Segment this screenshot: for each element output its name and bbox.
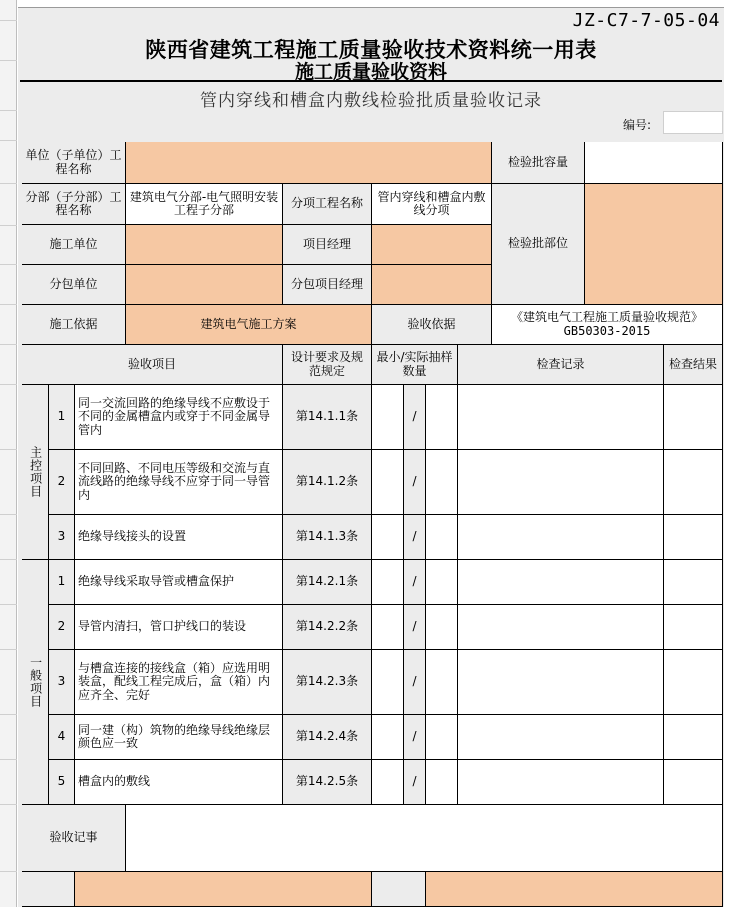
batch-location-label: 检验批部位 xyxy=(492,184,585,305)
basis-label: 施工依据 xyxy=(22,305,126,345)
col-design-header: 设计要求及规范规定 xyxy=(283,345,372,385)
sign-label-cell-2 xyxy=(372,872,426,907)
result-input[interactable] xyxy=(664,605,723,650)
record-input[interactable] xyxy=(458,605,664,650)
actual-sample-input[interactable] xyxy=(426,715,458,760)
result-input[interactable] xyxy=(664,715,723,760)
general-item-text: 同一建（构）筑物的绝缘导线绝缘层颜色应一致 xyxy=(75,715,283,760)
record-input[interactable] xyxy=(458,385,664,450)
sub-pm-label: 分包项目经理 xyxy=(283,265,372,305)
sample-separator: / xyxy=(404,605,426,650)
form-sheet xyxy=(18,0,724,907)
record-input[interactable] xyxy=(458,760,664,805)
basis-value: 建筑电气施工方案 xyxy=(126,305,372,345)
main-item-clause: 第14.1.3条 xyxy=(283,515,372,560)
sign-supervisor-cell[interactable] xyxy=(426,872,723,907)
sample-separator: / xyxy=(404,760,426,805)
sub-pm-value[interactable] xyxy=(372,265,492,305)
general-item-clause: 第14.2.3条 xyxy=(283,650,372,715)
unit-label: 单位（子单位）工程名称 xyxy=(22,142,126,184)
sample-separator: / xyxy=(404,515,426,560)
main-item-text: 不同回路、不同电压等级和交流与直流线路的绝缘导线不应穿于同一导管内 xyxy=(75,450,283,515)
col-sample-header: 最小/实际抽样数量 xyxy=(372,345,458,385)
min-sample-input[interactable] xyxy=(372,650,404,715)
general-item-text: 与槽盒连接的接线盒（箱）应选用明装盒，配线工程完成后，盒（箱）内应齐全、完好 xyxy=(75,650,283,715)
main-item-text: 同一交流回路的绝缘导线不应敷设于不同的金属槽盒内或穿于不同金属导管内 xyxy=(75,385,283,450)
general-item-clause: 第14.2.4条 xyxy=(283,715,372,760)
actual-sample-input[interactable] xyxy=(426,560,458,605)
main-group-label: 主控项目 xyxy=(22,385,49,560)
min-sample-input[interactable] xyxy=(372,385,404,450)
pm-label: 项目经理 xyxy=(283,225,372,265)
acceptance-basis-value xyxy=(492,305,723,345)
result-input[interactable] xyxy=(664,450,723,515)
actual-sample-input[interactable] xyxy=(426,605,458,650)
main-item-clause: 第14.1.1条 xyxy=(283,385,372,450)
subcontractor-label: 分包单位 xyxy=(22,265,126,305)
result-input[interactable] xyxy=(664,385,723,450)
record-input[interactable] xyxy=(458,650,664,715)
pm-value[interactable] xyxy=(372,225,492,265)
actual-sample-input[interactable] xyxy=(426,385,458,450)
batch-capacity-value[interactable] xyxy=(585,142,723,184)
remarks-label: 验收记事 xyxy=(22,805,126,872)
min-sample-input[interactable] xyxy=(372,560,404,605)
number-input[interactable] xyxy=(663,111,723,134)
general-item-text: 导管内清扫，管口护线口的装设 xyxy=(75,605,283,650)
acceptance-basis-label: 验收依据 xyxy=(372,305,492,345)
contractor-value[interactable] xyxy=(126,225,283,265)
main-item-no: 3 xyxy=(49,515,75,560)
result-input[interactable] xyxy=(664,760,723,805)
general-group-label: 一般项目 xyxy=(22,560,49,805)
general-item-clause: 第14.2.1条 xyxy=(283,560,372,605)
sample-separator: / xyxy=(404,715,426,760)
sign-contractor-cell[interactable] xyxy=(75,872,372,907)
subitem-label: 分项工程名称 xyxy=(283,184,372,225)
general-item-clause: 第14.2.2条 xyxy=(283,605,372,650)
unit-value[interactable] xyxy=(126,142,492,184)
general-item-text: 槽盒内的敷线 xyxy=(75,760,283,805)
subitem-value: 管内穿线和槽盒内敷线分项 xyxy=(372,184,492,225)
min-sample-input[interactable] xyxy=(372,605,404,650)
subcontractor-value[interactable] xyxy=(126,265,283,305)
general-item-text: 绝缘导线采取导管或槽盒保护 xyxy=(75,560,283,605)
acceptance-basis-title: 《建筑电气工程施工质量验收规范》 xyxy=(510,310,703,325)
main-item-text: 绝缘导线接头的设置 xyxy=(75,515,283,560)
col-result-header: 检查结果 xyxy=(664,345,723,385)
sample-separator: / xyxy=(404,385,426,450)
min-sample-input[interactable] xyxy=(372,715,404,760)
main-item-no: 2 xyxy=(49,450,75,515)
record-input[interactable] xyxy=(458,715,664,760)
actual-sample-input[interactable] xyxy=(426,650,458,715)
remarks-input[interactable] xyxy=(126,805,723,872)
sample-separator: / xyxy=(404,450,426,515)
form-subtitle: 施工质量验收资料 xyxy=(294,61,447,83)
batch-capacity-label: 检验批容量 xyxy=(492,142,585,184)
min-sample-input[interactable] xyxy=(372,515,404,560)
record-input[interactable] xyxy=(458,515,664,560)
actual-sample-input[interactable] xyxy=(426,515,458,560)
sample-separator: / xyxy=(404,650,426,715)
result-input[interactable] xyxy=(664,560,723,605)
division-label: 分部（子分部）工程名称 xyxy=(22,184,126,225)
min-sample-input[interactable] xyxy=(372,450,404,515)
record-input[interactable] xyxy=(458,450,664,515)
actual-sample-input[interactable] xyxy=(426,760,458,805)
batch-location-value[interactable] xyxy=(585,184,723,305)
contractor-label: 施工单位 xyxy=(22,225,126,265)
general-item-no: 3 xyxy=(49,650,75,715)
general-item-no: 5 xyxy=(49,760,75,805)
min-sample-input[interactable] xyxy=(372,760,404,805)
title-rule xyxy=(20,80,722,82)
form-code: JZ-C7-7-05-04 xyxy=(572,10,720,31)
general-item-clause: 第14.2.5条 xyxy=(283,760,372,805)
general-item-no: 1 xyxy=(49,560,75,605)
col-item-header: 验收项目 xyxy=(22,345,283,385)
general-item-no: 2 xyxy=(49,605,75,650)
record-title: 管内穿线和槽盒内敷线检验批质量验收记录 xyxy=(200,91,542,111)
main-item-clause: 第14.1.2条 xyxy=(283,450,372,515)
main-item-no: 1 xyxy=(49,385,75,450)
record-input[interactable] xyxy=(458,560,664,605)
actual-sample-input[interactable] xyxy=(426,450,458,515)
sample-separator: / xyxy=(404,560,426,605)
form-title: 陕西省建筑工程施工质量验收技术资料统一用表 xyxy=(145,38,597,62)
acceptance-basis-code: GB50303-2015 xyxy=(563,323,651,338)
top-strip xyxy=(18,0,724,8)
result-input[interactable] xyxy=(664,650,723,715)
col-record-header: 检查记录 xyxy=(458,345,664,385)
number-label: 编号: xyxy=(623,118,652,132)
general-item-no: 4 xyxy=(49,715,75,760)
result-input[interactable] xyxy=(664,515,723,560)
sign-label-cell xyxy=(22,872,75,907)
row-header-gutter xyxy=(0,0,17,907)
division-value: 建筑电气分部-电气照明安装工程子分部 xyxy=(126,184,283,225)
